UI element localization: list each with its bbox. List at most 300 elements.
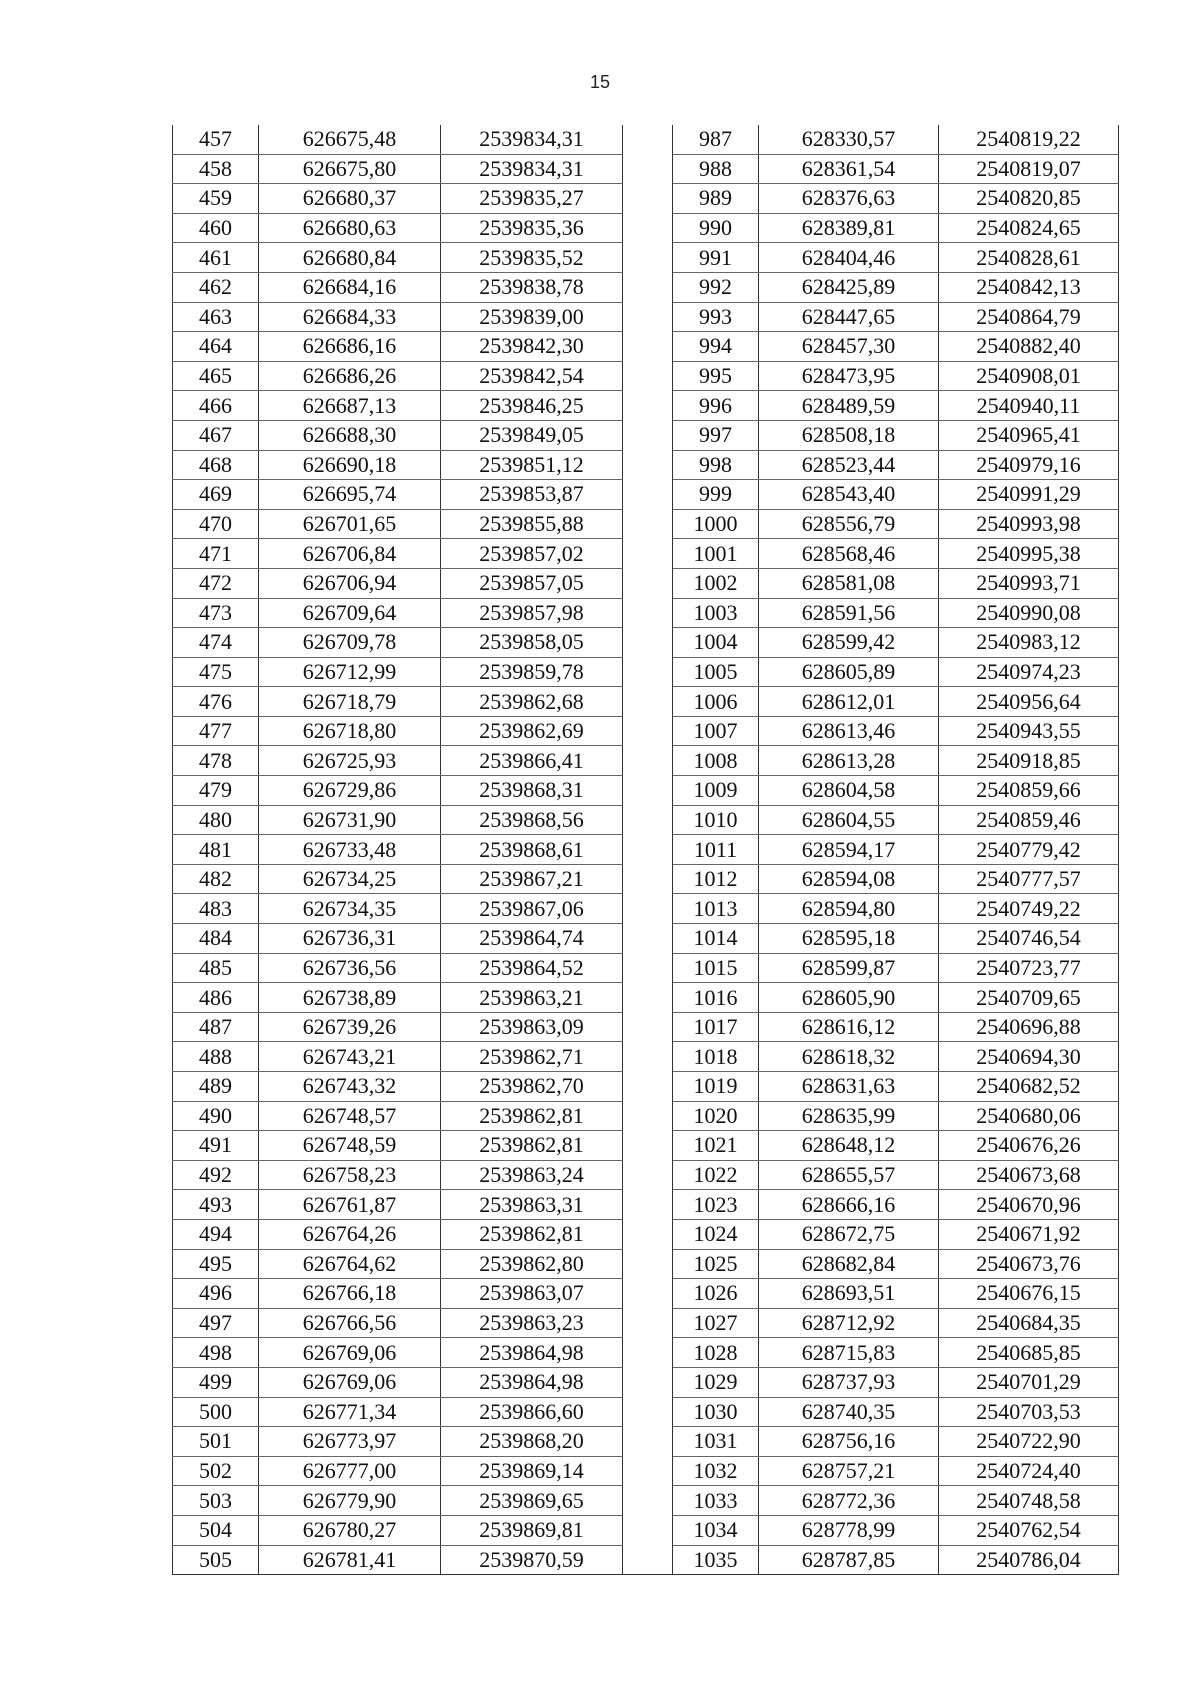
point-number-left: 473 [173, 598, 259, 628]
y-coordinate-left: 2539855,88 [441, 509, 623, 539]
point-number-right: 997 [673, 420, 759, 450]
x-coordinate-left: 626675,80 [259, 154, 441, 184]
x-coordinate-left: 626680,63 [259, 213, 441, 243]
point-number-left: 462 [173, 272, 259, 302]
x-coordinate-right: 628389,81 [759, 213, 939, 243]
y-coordinate-right: 2540748,58 [939, 1486, 1119, 1516]
x-coordinate-left: 626769,06 [259, 1367, 441, 1397]
x-coordinate-left: 626777,00 [259, 1456, 441, 1486]
y-coordinate-right: 2540991,29 [939, 480, 1119, 510]
y-coordinate-left: 2539863,24 [441, 1160, 623, 1190]
x-coordinate-left: 626687,13 [259, 391, 441, 421]
point-number-right: 991 [673, 243, 759, 273]
gap-cell [623, 953, 673, 983]
point-number-left: 482 [173, 864, 259, 894]
point-number-right: 1012 [673, 864, 759, 894]
gap-cell [623, 509, 673, 539]
x-coordinate-right: 628447,65 [759, 302, 939, 332]
point-number-left: 505 [173, 1545, 259, 1575]
table-row [173, 213, 1119, 243]
x-coordinate-right: 628787,85 [759, 1545, 939, 1575]
point-number-left: 478 [173, 746, 259, 776]
y-coordinate-left: 2539851,12 [441, 450, 623, 480]
y-coordinate-right: 2540680,06 [939, 1101, 1119, 1131]
point-number-right: 1014 [673, 924, 759, 954]
x-coordinate-right: 628613,46 [759, 716, 939, 746]
x-coordinate-right: 628568,46 [759, 539, 939, 569]
y-coordinate-left: 2539838,78 [441, 272, 623, 302]
point-number-right: 995 [673, 361, 759, 391]
table-row [173, 332, 1119, 362]
y-coordinate-left: 2539864,98 [441, 1338, 623, 1368]
x-coordinate-right: 628605,89 [759, 657, 939, 687]
x-coordinate-right: 628330,57 [759, 125, 939, 154]
table-row [173, 420, 1119, 450]
table-row [173, 1427, 1119, 1457]
y-coordinate-right: 2540673,76 [939, 1249, 1119, 1279]
x-coordinate-left: 626684,33 [259, 302, 441, 332]
point-number-left: 484 [173, 924, 259, 954]
x-coordinate-right: 628635,99 [759, 1101, 939, 1131]
point-number-left: 487 [173, 1012, 259, 1042]
table-row [173, 1160, 1119, 1190]
gap-cell [623, 332, 673, 362]
y-coordinate-left: 2539862,68 [441, 687, 623, 717]
table-row [173, 835, 1119, 865]
y-coordinate-left: 2539862,81 [441, 1131, 623, 1161]
table-row [173, 746, 1119, 776]
gap-cell [623, 302, 673, 332]
x-coordinate-right: 628612,01 [759, 687, 939, 717]
table-row [173, 480, 1119, 510]
point-number-left: 483 [173, 894, 259, 924]
x-coordinate-right: 628594,17 [759, 835, 939, 865]
y-coordinate-left: 2539868,20 [441, 1427, 623, 1457]
y-coordinate-right: 2540746,54 [939, 924, 1119, 954]
x-coordinate-left: 626743,21 [259, 1042, 441, 1072]
y-coordinate-right: 2540676,15 [939, 1279, 1119, 1309]
table-row [173, 1012, 1119, 1042]
y-coordinate-right: 2540943,55 [939, 716, 1119, 746]
gap-cell [623, 864, 673, 894]
gap-cell [623, 776, 673, 806]
point-number-left: 477 [173, 716, 259, 746]
point-number-right: 1018 [673, 1042, 759, 1072]
point-number-left: 494 [173, 1219, 259, 1249]
y-coordinate-right: 2540673,68 [939, 1160, 1119, 1190]
y-coordinate-left: 2539857,02 [441, 539, 623, 569]
x-coordinate-left: 626769,06 [259, 1338, 441, 1368]
gap-cell [623, 154, 673, 184]
x-coordinate-right: 628613,28 [759, 746, 939, 776]
table-row [173, 1338, 1119, 1368]
point-number-right: 1031 [673, 1427, 759, 1457]
gap-cell [623, 598, 673, 628]
y-coordinate-left: 2539866,41 [441, 746, 623, 776]
point-number-left: 489 [173, 1072, 259, 1102]
y-coordinate-left: 2539868,56 [441, 805, 623, 835]
point-number-right: 992 [673, 272, 759, 302]
x-coordinate-right: 628672,75 [759, 1219, 939, 1249]
table-row [173, 894, 1119, 924]
x-coordinate-right: 628693,51 [759, 1279, 939, 1309]
point-number-right: 996 [673, 391, 759, 421]
x-coordinate-right: 628604,58 [759, 776, 939, 806]
point-number-right: 1035 [673, 1545, 759, 1575]
gap-cell [623, 272, 673, 302]
table-row [173, 1279, 1119, 1309]
x-coordinate-left: 626779,90 [259, 1486, 441, 1516]
point-number-right: 1002 [673, 568, 759, 598]
point-number-right: 1025 [673, 1249, 759, 1279]
table-row [173, 302, 1119, 332]
x-coordinate-right: 628581,08 [759, 568, 939, 598]
y-coordinate-right: 2540979,16 [939, 450, 1119, 480]
y-coordinate-right: 2540694,30 [939, 1042, 1119, 1072]
x-coordinate-left: 626680,37 [259, 184, 441, 214]
point-number-left: 463 [173, 302, 259, 332]
table-row [173, 509, 1119, 539]
y-coordinate-left: 2539869,65 [441, 1486, 623, 1516]
x-coordinate-left: 626780,27 [259, 1515, 441, 1545]
point-number-right: 1019 [673, 1072, 759, 1102]
x-coordinate-left: 626771,34 [259, 1397, 441, 1427]
table-row [173, 1486, 1119, 1516]
y-coordinate-left: 2539868,31 [441, 776, 623, 806]
point-number-left: 460 [173, 213, 259, 243]
table-row [173, 657, 1119, 687]
x-coordinate-right: 628715,83 [759, 1338, 939, 1368]
gap-cell [623, 1427, 673, 1457]
x-coordinate-left: 626736,56 [259, 953, 441, 983]
point-number-right: 1010 [673, 805, 759, 835]
table-row [173, 1397, 1119, 1427]
y-coordinate-right: 2540842,13 [939, 272, 1119, 302]
y-coordinate-left: 2539870,59 [441, 1545, 623, 1575]
point-number-left: 502 [173, 1456, 259, 1486]
point-number-left: 486 [173, 983, 259, 1013]
gap-cell [623, 1367, 673, 1397]
table-row [173, 687, 1119, 717]
x-coordinate-right: 628666,16 [759, 1190, 939, 1220]
x-coordinate-right: 628591,56 [759, 598, 939, 628]
y-coordinate-left: 2539862,71 [441, 1042, 623, 1072]
table-row [173, 776, 1119, 806]
x-coordinate-left: 626781,41 [259, 1545, 441, 1575]
table-row [173, 805, 1119, 835]
x-coordinate-left: 626748,59 [259, 1131, 441, 1161]
x-coordinate-left: 626680,84 [259, 243, 441, 273]
gap-cell [623, 687, 673, 717]
table-row [173, 1515, 1119, 1545]
x-coordinate-left: 626773,97 [259, 1427, 441, 1457]
point-number-right: 1017 [673, 1012, 759, 1042]
y-coordinate-left: 2539846,25 [441, 391, 623, 421]
x-coordinate-right: 628778,99 [759, 1515, 939, 1545]
point-number-left: 504 [173, 1515, 259, 1545]
point-number-left: 496 [173, 1279, 259, 1309]
x-coordinate-right: 628508,18 [759, 420, 939, 450]
point-number-right: 1033 [673, 1486, 759, 1516]
y-coordinate-left: 2539862,81 [441, 1101, 623, 1131]
gap-cell [623, 450, 673, 480]
x-coordinate-left: 626738,89 [259, 983, 441, 1013]
gap-cell [623, 480, 673, 510]
x-coordinate-right: 628616,12 [759, 1012, 939, 1042]
point-number-right: 1013 [673, 894, 759, 924]
y-coordinate-left: 2539834,31 [441, 154, 623, 184]
x-coordinate-right: 628599,42 [759, 628, 939, 658]
point-number-right: 1028 [673, 1338, 759, 1368]
point-number-left: 467 [173, 420, 259, 450]
y-coordinate-right: 2540993,71 [939, 568, 1119, 598]
x-coordinate-left: 626675,48 [259, 125, 441, 154]
point-number-left: 481 [173, 835, 259, 865]
point-number-left: 499 [173, 1367, 259, 1397]
y-coordinate-right: 2540724,40 [939, 1456, 1119, 1486]
point-number-left: 472 [173, 568, 259, 598]
gap-cell [623, 1190, 673, 1220]
y-coordinate-left: 2539862,81 [441, 1219, 623, 1249]
y-coordinate-right: 2540828,61 [939, 243, 1119, 273]
gap-cell [623, 213, 673, 243]
point-number-right: 998 [673, 450, 759, 480]
table-row [173, 1367, 1119, 1397]
point-number-left: 459 [173, 184, 259, 214]
y-coordinate-left: 2539862,80 [441, 1249, 623, 1279]
y-coordinate-left: 2539869,14 [441, 1456, 623, 1486]
table-row [173, 1101, 1119, 1131]
point-number-right: 1032 [673, 1456, 759, 1486]
gap-cell [623, 539, 673, 569]
y-coordinate-left: 2539864,74 [441, 924, 623, 954]
point-number-right: 1029 [673, 1367, 759, 1397]
point-number-right: 1016 [673, 983, 759, 1013]
point-number-right: 1009 [673, 776, 759, 806]
gap-cell [623, 1249, 673, 1279]
table-row [173, 598, 1119, 628]
y-coordinate-right: 2540682,52 [939, 1072, 1119, 1102]
gap-cell [623, 716, 673, 746]
y-coordinate-left: 2539864,98 [441, 1367, 623, 1397]
y-coordinate-right: 2540859,66 [939, 776, 1119, 806]
point-number-right: 1022 [673, 1160, 759, 1190]
x-coordinate-right: 628740,35 [759, 1397, 939, 1427]
gap-cell [623, 1397, 673, 1427]
gap-cell [623, 184, 673, 214]
y-coordinate-right: 2540777,57 [939, 864, 1119, 894]
y-coordinate-left: 2539862,70 [441, 1072, 623, 1102]
x-coordinate-right: 628618,32 [759, 1042, 939, 1072]
table-row [173, 450, 1119, 480]
x-coordinate-left: 626684,16 [259, 272, 441, 302]
y-coordinate-left: 2539835,27 [441, 184, 623, 214]
x-coordinate-right: 628599,87 [759, 953, 939, 983]
x-coordinate-left: 626731,90 [259, 805, 441, 835]
y-coordinate-right: 2540824,65 [939, 213, 1119, 243]
gap-cell [623, 1338, 673, 1368]
y-coordinate-right: 2540722,90 [939, 1427, 1119, 1457]
point-number-left: 466 [173, 391, 259, 421]
y-coordinate-left: 2539867,21 [441, 864, 623, 894]
point-number-right: 989 [673, 184, 759, 214]
x-coordinate-right: 628756,16 [759, 1427, 939, 1457]
coordinates-table-body [173, 125, 1119, 1575]
y-coordinate-right: 2540918,85 [939, 746, 1119, 776]
point-number-right: 1000 [673, 509, 759, 539]
y-coordinate-left: 2539863,09 [441, 1012, 623, 1042]
x-coordinate-left: 626706,84 [259, 539, 441, 569]
y-coordinate-left: 2539839,00 [441, 302, 623, 332]
gap-cell [623, 391, 673, 421]
point-number-left: 498 [173, 1338, 259, 1368]
point-number-left: 479 [173, 776, 259, 806]
y-coordinate-right: 2540723,77 [939, 953, 1119, 983]
y-coordinate-left: 2539864,52 [441, 953, 623, 983]
x-coordinate-left: 626766,18 [259, 1279, 441, 1309]
x-coordinate-right: 628473,95 [759, 361, 939, 391]
point-number-right: 987 [673, 125, 759, 154]
y-coordinate-right: 2540701,29 [939, 1367, 1119, 1397]
coordinates-table [172, 125, 1119, 1575]
table-row [173, 924, 1119, 954]
x-coordinate-left: 626688,30 [259, 420, 441, 450]
point-number-right: 1005 [673, 657, 759, 687]
point-number-left: 495 [173, 1249, 259, 1279]
x-coordinate-right: 628737,93 [759, 1367, 939, 1397]
gap-cell [623, 1279, 673, 1309]
x-coordinate-right: 628457,30 [759, 332, 939, 362]
x-coordinate-right: 628556,79 [759, 509, 939, 539]
point-number-left: 457 [173, 125, 259, 154]
y-coordinate-left: 2539866,60 [441, 1397, 623, 1427]
y-coordinate-left: 2539849,05 [441, 420, 623, 450]
y-coordinate-right: 2540990,08 [939, 598, 1119, 628]
x-coordinate-left: 626712,99 [259, 657, 441, 687]
gap-cell [623, 1219, 673, 1249]
gap-cell [623, 1515, 673, 1545]
x-coordinate-right: 628376,63 [759, 184, 939, 214]
y-coordinate-left: 2539863,23 [441, 1308, 623, 1338]
point-number-right: 994 [673, 332, 759, 362]
y-coordinate-right: 2540974,23 [939, 657, 1119, 687]
y-coordinate-right: 2540819,07 [939, 154, 1119, 184]
gap-cell [623, 835, 673, 865]
x-coordinate-right: 628404,46 [759, 243, 939, 273]
x-coordinate-left: 626706,94 [259, 568, 441, 598]
point-number-left: 500 [173, 1397, 259, 1427]
point-number-left: 493 [173, 1190, 259, 1220]
point-number-left: 492 [173, 1160, 259, 1190]
point-number-right: 1006 [673, 687, 759, 717]
point-number-right: 990 [673, 213, 759, 243]
gap-cell [623, 1160, 673, 1190]
y-coordinate-right: 2540762,54 [939, 1515, 1119, 1545]
point-number-right: 1015 [673, 953, 759, 983]
table-row [173, 391, 1119, 421]
point-number-right: 1034 [673, 1515, 759, 1545]
x-coordinate-left: 626733,48 [259, 835, 441, 865]
y-coordinate-right: 2540779,42 [939, 835, 1119, 865]
point-number-right: 1003 [673, 598, 759, 628]
point-number-left: 501 [173, 1427, 259, 1457]
y-coordinate-right: 2540859,46 [939, 805, 1119, 835]
y-coordinate-left: 2539859,78 [441, 657, 623, 687]
gap-cell [623, 983, 673, 1013]
point-number-right: 1024 [673, 1219, 759, 1249]
gap-cell [623, 568, 673, 598]
table-row [173, 716, 1119, 746]
y-coordinate-left: 2539842,30 [441, 332, 623, 362]
gap-cell [623, 1101, 673, 1131]
table-row [173, 864, 1119, 894]
point-number-right: 1008 [673, 746, 759, 776]
y-coordinate-right: 2540882,40 [939, 332, 1119, 362]
x-coordinate-left: 626761,87 [259, 1190, 441, 1220]
table-row [173, 125, 1119, 154]
gap-cell [623, 1308, 673, 1338]
y-coordinate-right: 2540995,38 [939, 539, 1119, 569]
y-coordinate-right: 2540671,92 [939, 1219, 1119, 1249]
y-coordinate-left: 2539842,54 [441, 361, 623, 391]
table-row [173, 539, 1119, 569]
x-coordinate-right: 628595,18 [759, 924, 939, 954]
y-coordinate-right: 2540819,22 [939, 125, 1119, 154]
table-row [173, 1219, 1119, 1249]
x-coordinate-right: 628605,90 [759, 983, 939, 1013]
table-row [173, 243, 1119, 273]
x-coordinate-right: 628425,89 [759, 272, 939, 302]
point-number-right: 1021 [673, 1131, 759, 1161]
table-row [173, 1249, 1119, 1279]
table-row [173, 1190, 1119, 1220]
y-coordinate-left: 2539853,87 [441, 480, 623, 510]
y-coordinate-left: 2539835,36 [441, 213, 623, 243]
x-coordinate-left: 626764,62 [259, 1249, 441, 1279]
y-coordinate-right: 2540676,26 [939, 1131, 1119, 1161]
y-coordinate-right: 2540670,96 [939, 1190, 1119, 1220]
point-number-right: 1007 [673, 716, 759, 746]
table-row [173, 983, 1119, 1013]
y-coordinate-right: 2540864,79 [939, 302, 1119, 332]
y-coordinate-right: 2540685,85 [939, 1338, 1119, 1368]
y-coordinate-left: 2539863,31 [441, 1190, 623, 1220]
point-number-left: 485 [173, 953, 259, 983]
gap-cell [623, 657, 673, 687]
point-number-left: 490 [173, 1101, 259, 1131]
table-row [173, 361, 1119, 391]
table-row [173, 154, 1119, 184]
x-coordinate-right: 628594,80 [759, 894, 939, 924]
table-row [173, 1456, 1119, 1486]
x-coordinate-right: 628489,59 [759, 391, 939, 421]
x-coordinate-left: 626729,86 [259, 776, 441, 806]
table-row [173, 953, 1119, 983]
table-row [173, 1042, 1119, 1072]
x-coordinate-left: 626695,74 [259, 480, 441, 510]
point-number-left: 503 [173, 1486, 259, 1516]
point-number-right: 1026 [673, 1279, 759, 1309]
y-coordinate-right: 2540983,12 [939, 628, 1119, 658]
y-coordinate-right: 2540956,64 [939, 687, 1119, 717]
gap-cell [623, 1072, 673, 1102]
point-number-left: 465 [173, 361, 259, 391]
y-coordinate-left: 2539863,07 [441, 1279, 623, 1309]
gap-cell [623, 1131, 673, 1161]
y-coordinate-right: 2540908,01 [939, 361, 1119, 391]
gap-cell [623, 243, 673, 273]
table-row [173, 1072, 1119, 1102]
